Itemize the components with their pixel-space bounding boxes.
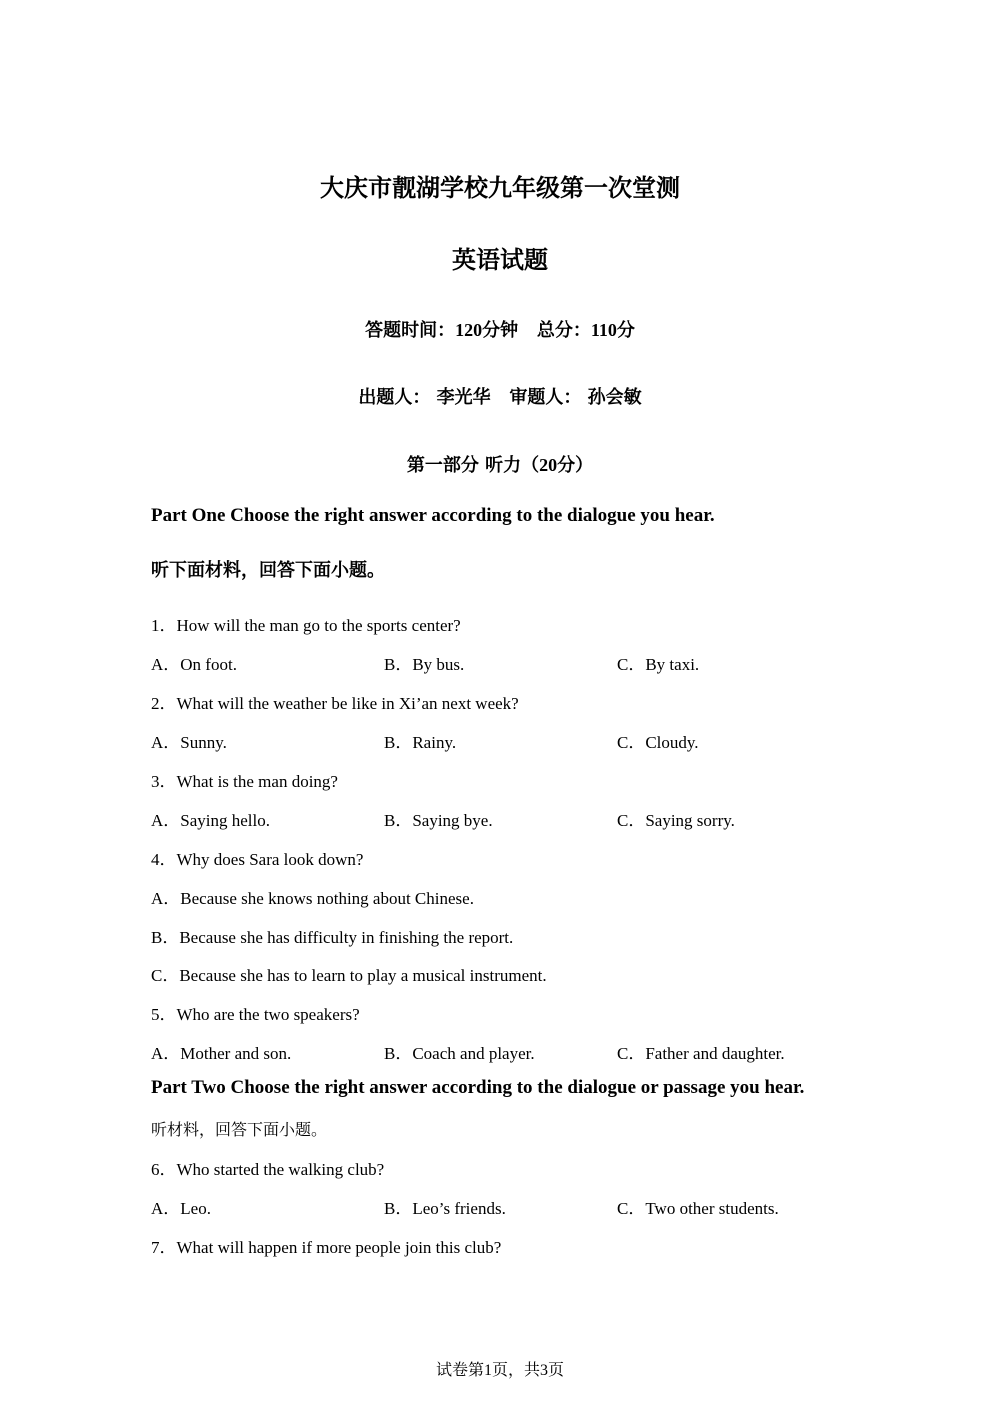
question-stem: 3．What is the man doing? <box>151 772 338 791</box>
option-a: A．Mother and son. <box>151 1044 292 1063</box>
time-unit: 分钟 <box>482 320 519 341</box>
option-c: C．Because she has to learn to play a musical instrument. <box>151 966 547 985</box>
total-unit: 分 <box>616 320 635 341</box>
section-suffix: 分） <box>557 455 594 476</box>
time-label: 答题时间： <box>365 320 456 341</box>
section-points: 20 <box>539 455 558 475</box>
option-b: B．Leo’s friends. <box>384 1199 506 1218</box>
part-two-instruction: 听材料，回答下面小题。 <box>151 1120 328 1139</box>
option-c: C．Two other students. <box>617 1199 779 1218</box>
option-a: A．Saying hello. <box>151 811 270 830</box>
option-a: A．Leo. <box>151 1199 211 1218</box>
time-value: 120 <box>455 320 483 340</box>
page-footer: 试卷第1页，共3页 <box>435 1362 564 1379</box>
option-c: C．By taxi. <box>617 655 700 674</box>
option-b: B．Because she has difficulty in finishing the report. <box>151 928 514 947</box>
option-a: A．Sunny. <box>151 733 227 752</box>
question-stem: 1．How will the man go to the sports center? <box>151 616 461 635</box>
question-stem: 5．Who are the two speakers? <box>151 1005 360 1024</box>
part-one-heading: Part One Choose the right answer according to the dialogue you hear. <box>151 505 715 526</box>
exam-time-total <box>0 316 1000 342</box>
option-c: C．Saying sorry. <box>617 811 735 830</box>
question-stem: 4．Why does Sara look down? <box>151 850 364 869</box>
part-one-instruction: 听下面材料，回答下面小题。 <box>151 560 385 581</box>
part-two-heading: Part Two Choose the right answer according to the dialogue or passage you hear. <box>151 1077 805 1098</box>
section-prefix: 第一部分 听力（ <box>406 455 540 476</box>
option-a: A．Because she knows nothing about Chinese. <box>151 889 474 908</box>
option-b: B．By bus. <box>384 655 465 674</box>
option-c: C．Father and daughter. <box>617 1044 785 1063</box>
section-heading <box>0 451 1000 477</box>
total-value: 110 <box>590 320 617 340</box>
option-b: B．Saying bye. <box>384 811 493 830</box>
question-stem: 6．Who started the walking club? <box>151 1160 385 1179</box>
option-c: C．Cloudy. <box>617 733 699 752</box>
option-b: B．Rainy. <box>384 733 457 752</box>
exam-authors: 出题人： 李光华 审题人： 孙会敏 <box>358 387 642 408</box>
option-b: B．Coach and player. <box>384 1044 535 1063</box>
exam-title: 大庆市靓湖学校九年级第一次堂测 <box>320 174 680 202</box>
exam-subtitle: 英语试题 <box>452 246 548 274</box>
option-a: A．On foot. <box>151 655 237 674</box>
total-label: 总分： <box>536 320 591 341</box>
question-stem: 7．What will happen if more people join this club? <box>151 1238 502 1257</box>
question-stem: 2．What will the weather be like in Xi’an next week? <box>151 694 519 713</box>
